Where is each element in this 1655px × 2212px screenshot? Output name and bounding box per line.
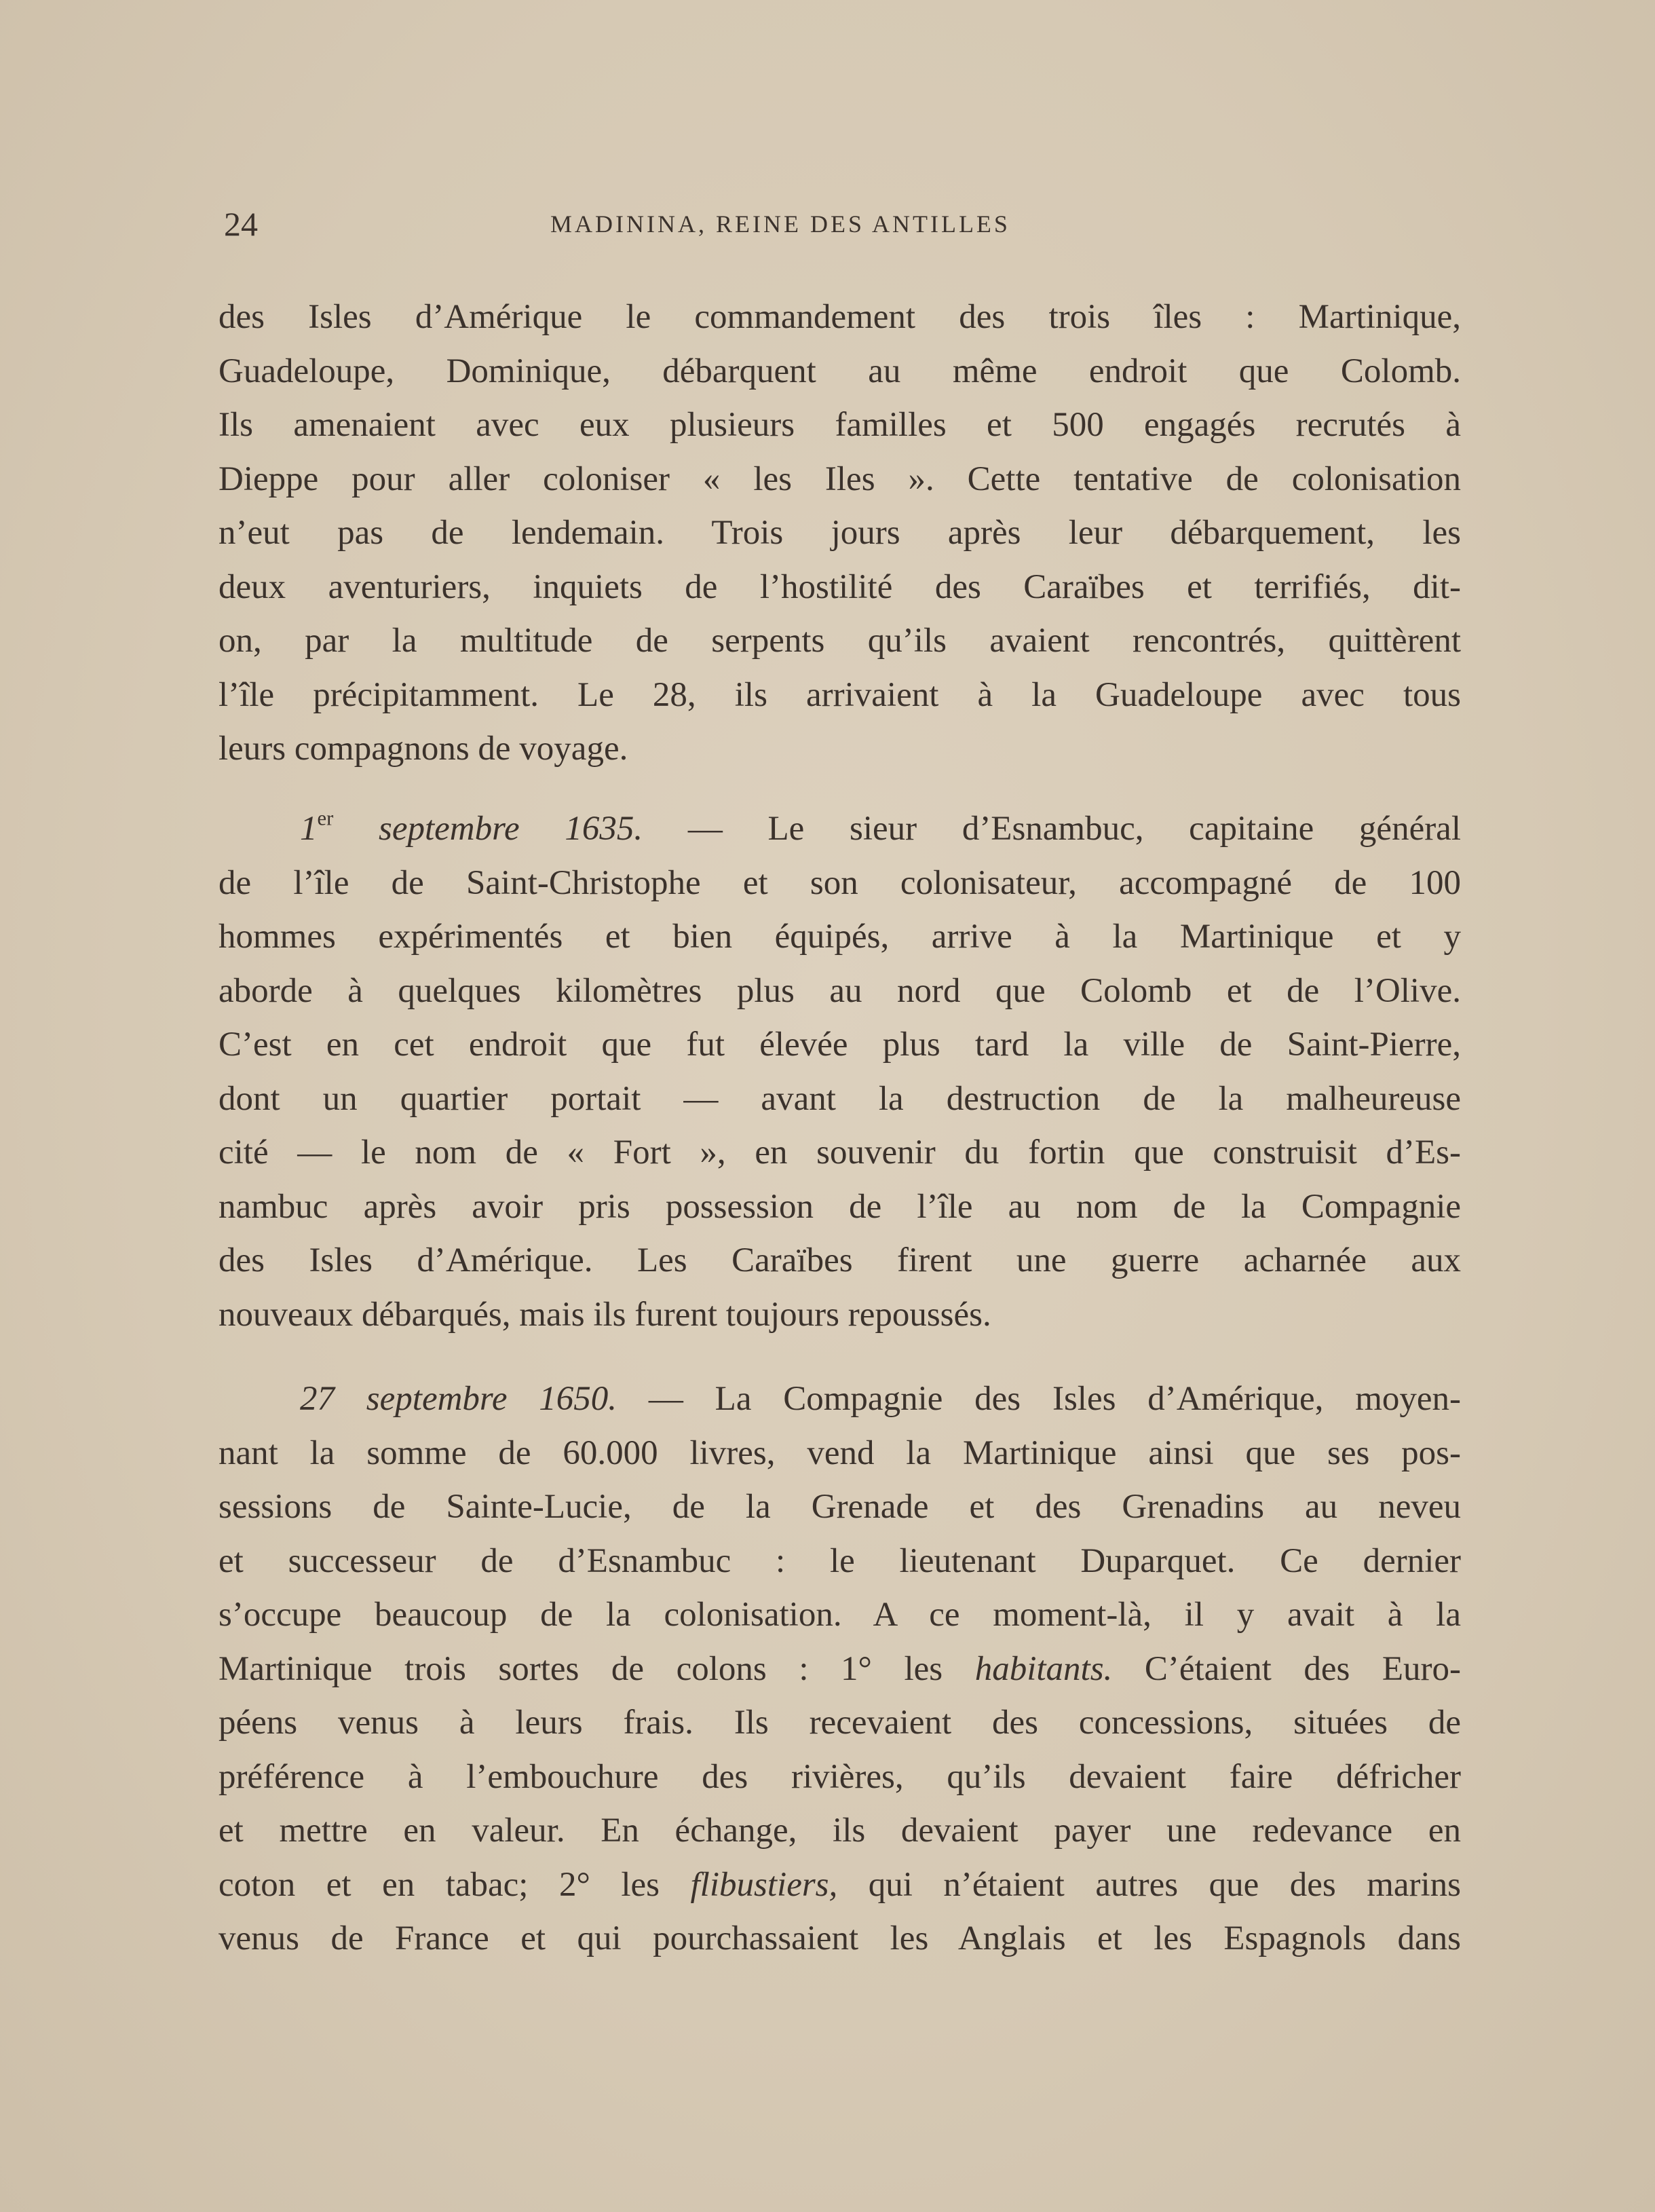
text-line: [218, 1535, 1461, 1589]
text-run: aborde à quelques kilomètres plus au nord que Colomb et de l’Olive.: [218, 971, 1461, 1010]
text-run: Ils amenaient avec eux plusieurs familles et 500 engagés recrutés à: [218, 406, 1461, 444]
text-run: coton et en tabac; 2° les: [218, 1865, 691, 1904]
text-line: [218, 1072, 1461, 1127]
text-run: péens venus à leurs frais. Ils recevaient des concessions, situées de: [218, 1704, 1461, 1742]
paragraph-2-september-1635: [218, 802, 1461, 1342]
text-run: C’est en cet endroit que fut élevée plus tard la ville de Saint-Pierre,: [218, 1026, 1461, 1064]
text-line: [218, 1696, 1461, 1750]
text-line: [218, 614, 1461, 669]
text-line: [218, 910, 1461, 964]
text-run: nambuc après avoir pris possession de l’île au nom de la Compagnie: [218, 1187, 1461, 1226]
text-line: [218, 1180, 1461, 1235]
text-line: [218, 1234, 1461, 1288]
text-line: [218, 561, 1461, 615]
text-run: l’île précipitamment. Le 28, ils arrivaient à la Guadeloupe avec tous: [218, 675, 1461, 714]
text-line: [218, 1126, 1461, 1180]
text-run: qui n’étaient autres que des marins: [837, 1865, 1461, 1904]
italic-text: flibustiers,: [690, 1865, 838, 1904]
text-run: cité — le nom de « Fort », en souvenir du fortin que construisit d’Es-: [218, 1133, 1461, 1171]
text-run: — Le sieur d’Esnambuc, capitaine général: [643, 810, 1461, 848]
text-line: [218, 290, 1461, 345]
text-line: [218, 857, 1461, 911]
text-run: et mettre en valeur. En échange, ils devaient payer une redevance en: [218, 1812, 1461, 1850]
text-run: venus de France et qui pourchassaient les Anglais et les Espagnols dans: [218, 1919, 1461, 1957]
text-line: [218, 345, 1461, 399]
text-line: [218, 1372, 1461, 1427]
text-run: s’occupe beaucoup de la colonisation. A ce moment-là, il y avait à la: [218, 1596, 1461, 1634]
running-header: [218, 204, 1461, 244]
text-run: deux aventuriers, inquiets de l’hostilité des Caraïbes et terrifiés, dit-: [218, 567, 1461, 606]
text-run: C’étaient des Euro-: [1112, 1649, 1461, 1688]
text-run: Guadeloupe, Dominique, débarquent au même endroit que Colomb.: [218, 352, 1461, 390]
text-line: [218, 1480, 1461, 1535]
text-line: [218, 1643, 1461, 1697]
text-run: on, par la multitude de serpents qu’ils avaient rencontrés, quittèrent: [218, 622, 1461, 660]
text-run: des Isles d’Amérique. Les Caraïbes firent une guerre acharnée aux: [218, 1241, 1461, 1279]
text-line: [218, 1750, 1461, 1805]
text-run: des Isles d’Amérique le commandement des trois îles : Martinique,: [218, 298, 1461, 336]
text-run: — La Compagnie des Isles d’Amérique, moyen-: [617, 1380, 1461, 1418]
paragraph-3-september-1650: [218, 1372, 1461, 1966]
running-title: MADININA, REINE DES ANTILLES: [550, 210, 1010, 238]
text-run: de l’île de Saint-Christophe et son colonisateur, accompagné de 100: [218, 863, 1461, 902]
text-line: [218, 1427, 1461, 1481]
text-run: sessions de Sainte-Lucie, de la Grenade et des Grenadins au neveu: [218, 1488, 1461, 1526]
text-run: préférence à l’embouchure des rivières, qu’ils devaient faire défricher: [218, 1757, 1461, 1796]
text-line: [218, 1912, 1461, 1966]
text-line: [218, 398, 1461, 453]
text-run: nouveaux débarqués, mais ils furent toujours repoussés.: [218, 1295, 991, 1334]
text-line: [218, 453, 1461, 507]
page-number: 24: [224, 205, 258, 243]
italic-text: habitants.: [974, 1649, 1113, 1688]
superscript-text: er: [317, 806, 334, 830]
paragraph-1: [218, 290, 1461, 776]
text-run: Martinique trois sortes de colons : 1° les: [218, 1649, 975, 1688]
text-run: n’eut pas de lendemain. Trois jours après leur débarquement, les: [218, 514, 1461, 552]
italic-text: septembre 1635.: [333, 810, 643, 848]
text-line: [218, 722, 1461, 776]
text-line: [218, 669, 1461, 723]
text-run: leurs compagnons de voyage.: [218, 730, 628, 768]
text-line: [218, 964, 1461, 1019]
text-line: [218, 1858, 1461, 1913]
italic-text: 27 septembre 1650.: [300, 1380, 617, 1418]
italic-text: 1: [300, 810, 318, 848]
text-line: [218, 802, 1461, 857]
text-run: dont un quartier portait — avant la destruction de la malheureuse: [218, 1079, 1461, 1118]
text-line: [218, 1588, 1461, 1643]
text-run: nant la somme de 60.000 livres, vend la Martinique ainsi que ses pos-: [218, 1433, 1461, 1472]
text-run: et successeur de d’Esnambuc : le lieutenant Duparquet. Ce dernier: [218, 1541, 1461, 1580]
text-run: Dieppe pour aller coloniser « les Iles ». Cette tentative de colonisation: [218, 460, 1461, 498]
text-line: [218, 506, 1461, 561]
text-line: [218, 1804, 1461, 1858]
text-line: [218, 1018, 1461, 1072]
text-run: hommes expérimentés et bien équipés, arrive à la Martinique et y: [218, 918, 1461, 956]
text-line: [218, 1288, 1461, 1343]
